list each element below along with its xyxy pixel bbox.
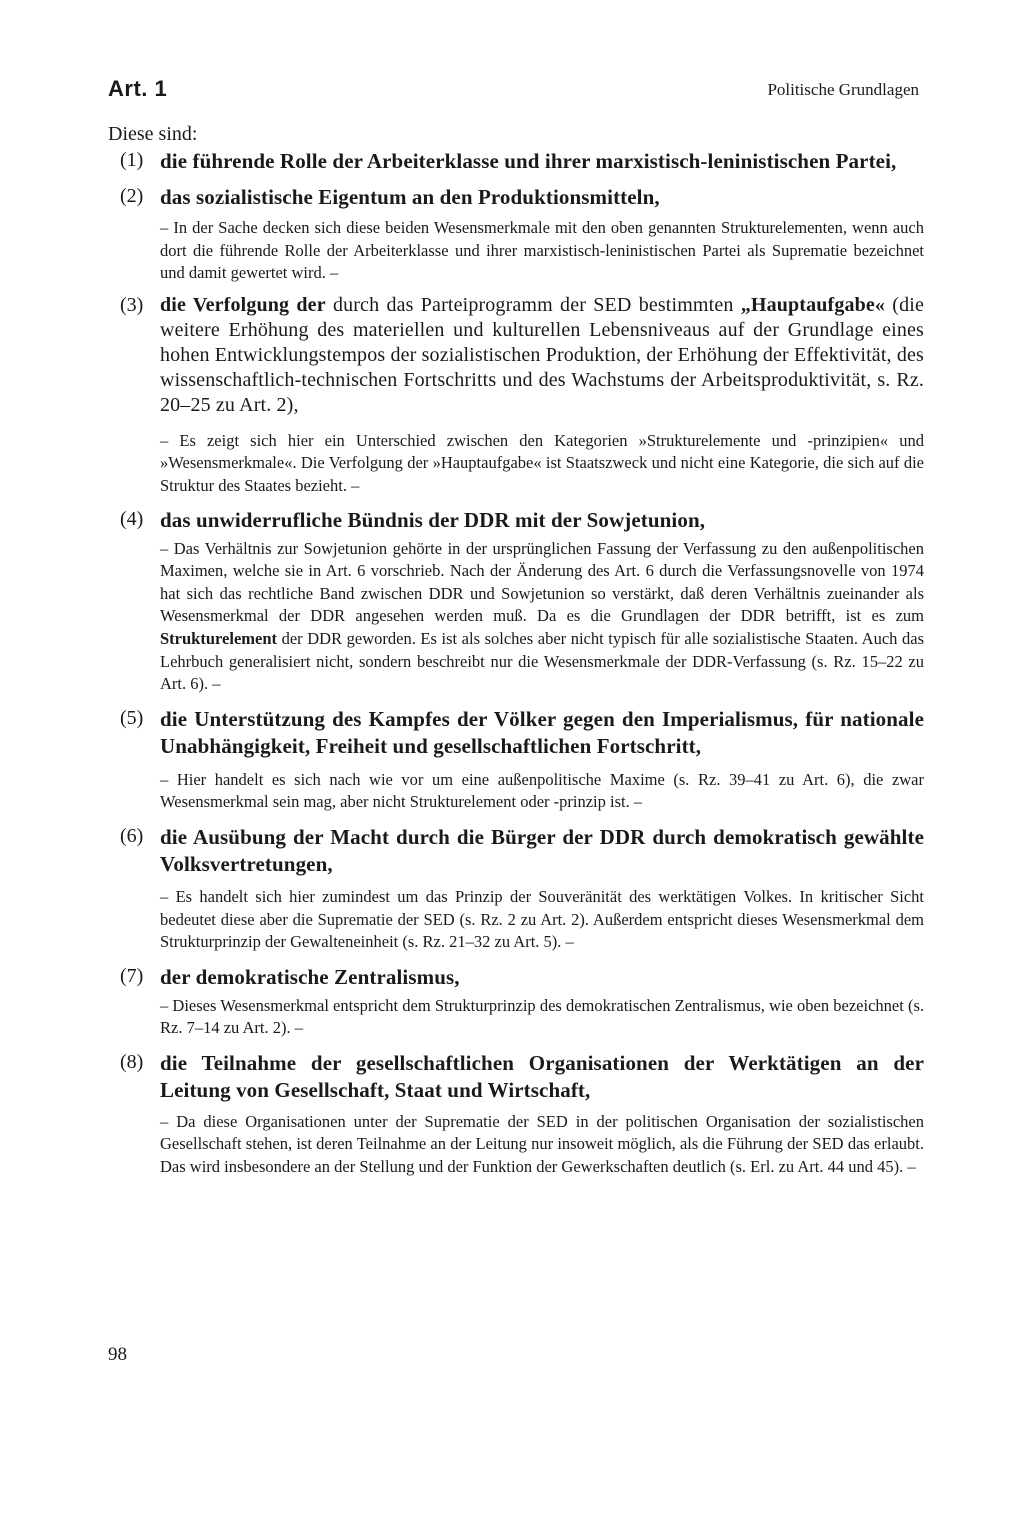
item-heading: die Unterstützung des Kampfes der Völker gegen den Imperialismus, für nationale Unabhängigkeit, Freiheit und gesellschaftlichen Fortschritt,	[160, 706, 924, 758]
item-number: (1)	[120, 149, 144, 171]
item-number: (5)	[120, 706, 144, 729]
item-comment: – In der Sache decken sich diese beiden Wesensmerkmale mit den oben genannten Strukturelementen, wenn auch dort die führende Rolle der Arbeiterklasse und ihrer marxistisch-leninistischen Partei als Suprematie bezeichnet und damit gewertet wird. –	[160, 218, 924, 283]
item-comment: – Es handelt sich hier zumindest um das Prinzip der Souveränität des werktätigen Volkes. In kritischer Sicht bedeutet diese aber die Suprematie der SED (s. Rz. 2 zu Art. 2). Außerdem entspricht dieses Wesensmerkmal dem Strukturprinzip der Gewalteneinheit (s. Rz. 21–32 zu Art. 5). –	[160, 886, 924, 952]
list-item-1	[108, 148, 924, 175]
item-heading: die Ausübung der Macht durch die Bürger der DDR durch demokratisch gewählte Volksvertretungen,	[160, 824, 924, 876]
item-comment: – Hier handelt es sich nach wie vor um eine außenpolitische Maxime (s. Rz. 39–41 zu Art. 6), die zwar Wesensmerkmal sein mag, aber nicht Strukturelement oder -prinzip ist. –	[160, 769, 924, 812]
item-comment: – Es zeigt sich hier ein Unterschied zwischen den Kategorien »Strukturelemente und -prinzipien« und »Wesensmerkmale«. Die Verfolgung der »Hauptaufgabe« ist Staatszweck und nicht eine Kategorie, die sich auf die Struktur des Staates bezieht. –	[160, 430, 924, 495]
item-comment: – Da diese Organisationen unter der Suprematie der SED in der politischen Organisation der sozialistischen Gesellschaft stehen, ist deren Teilnahme an der Leitung nur insoweit möglich, als die Führung der SED das erlaubt. Das wird insbesondere an der Stellung und der Funktion der Gewerkschaften deutlich (s. Erl. zu Art. 44 und 45). –	[160, 1111, 924, 1177]
item-comment: – Dieses Wesensmerkmal entspricht dem Strukturprinzip des demokratischen Zentralismus, wie oben bezeichnet (s. Rz. 7–14 zu Art. 2). –	[160, 995, 924, 1038]
item-number: (6)	[120, 824, 144, 847]
heading-bold: „Hauptaufgabe«	[740, 293, 886, 316]
heading-text: durch das Parteiprogramm der SED bestimmten	[325, 293, 741, 316]
list-item-7	[108, 964, 924, 1040]
list-item-2	[108, 184, 924, 285]
item-heading: das sozialistische Eigentum an den Produktionsmitteln,	[160, 185, 660, 209]
item-heading: die Teilnahme der gesellschaftlichen Organisationen der Werktätigen an der Leitung von Gesellschaft, Staat und Wirtschaft,	[160, 1050, 924, 1102]
item-heading: das unwiderrufliche Bündnis der DDR mit der Sowjetunion,	[160, 507, 706, 532]
article-label: Art. 1	[108, 76, 168, 101]
list-item-6	[108, 824, 924, 954]
list-item-8	[108, 1050, 924, 1179]
item-comment	[160, 538, 924, 696]
item-number: (4)	[120, 507, 144, 530]
comment-text: der DDR geworden. Es ist als solches aber nicht typisch für alle sozialistische Staaten. Auch das Lehrbuch generalisiert nicht, sondern beschreibt nur die Wesensmerkmale der DDR-Verfassung (s. Rz. 15–22 zu Art. 6). –	[160, 628, 924, 694]
list-item-3	[108, 293, 924, 498]
item-number: (2)	[120, 185, 144, 207]
content-body	[108, 122, 924, 1179]
item-heading: die führende Rolle der Arbeiterklasse und ihrer marxistisch-leninistischen Partei,	[160, 149, 897, 173]
list-item-5	[108, 706, 924, 814]
comment-text: – Das Verhältnis zur Sowjetunion gehörte in der ursprünglichen Fassung der Verfassung zu den außenpolitischen Maximen, welche sie in Art. 6 vorschrieb. Nach der Änderung des Art. 6 durch die Verfassungsnovelle von 1974 hat sich das rechtliche Band zwischen DDR und Sowjetunion so verstärkt, daß deren Verhältnis zueinander als Wesensmerkmal der DDR angesehen werden muß. Da es die Grundlagen der DDR betrifft, ist es zum	[160, 538, 924, 626]
page-number: 98	[108, 1344, 127, 1365]
item-number: (8)	[120, 1050, 144, 1073]
item-heading	[160, 293, 924, 418]
item-number: (7)	[120, 964, 144, 987]
heading-text: (die weitere Erhöhung des materiellen und kulturellen Lebensniveaus auf der Grundlage eines hohen Entwicklungstempos der sozialistischen Produktion, der Erhöhung der Effektivität, des wissenschaftlich-technischen Fortschritts und des Wachstums der Arbeitsproduktivität, s. Rz. 20–25 zu Art. 2),	[160, 293, 924, 416]
running-header: Politische Grundlagen	[767, 80, 919, 99]
heading-bold: die Verfolgung der	[160, 293, 326, 316]
comment-bold: Strukturelement	[160, 628, 278, 648]
item-number: (3)	[120, 293, 144, 316]
item-heading: der demokratische Zentralismus,	[160, 964, 460, 989]
intro-text: Diese sind:	[108, 123, 198, 145]
list-item-4	[108, 507, 924, 696]
